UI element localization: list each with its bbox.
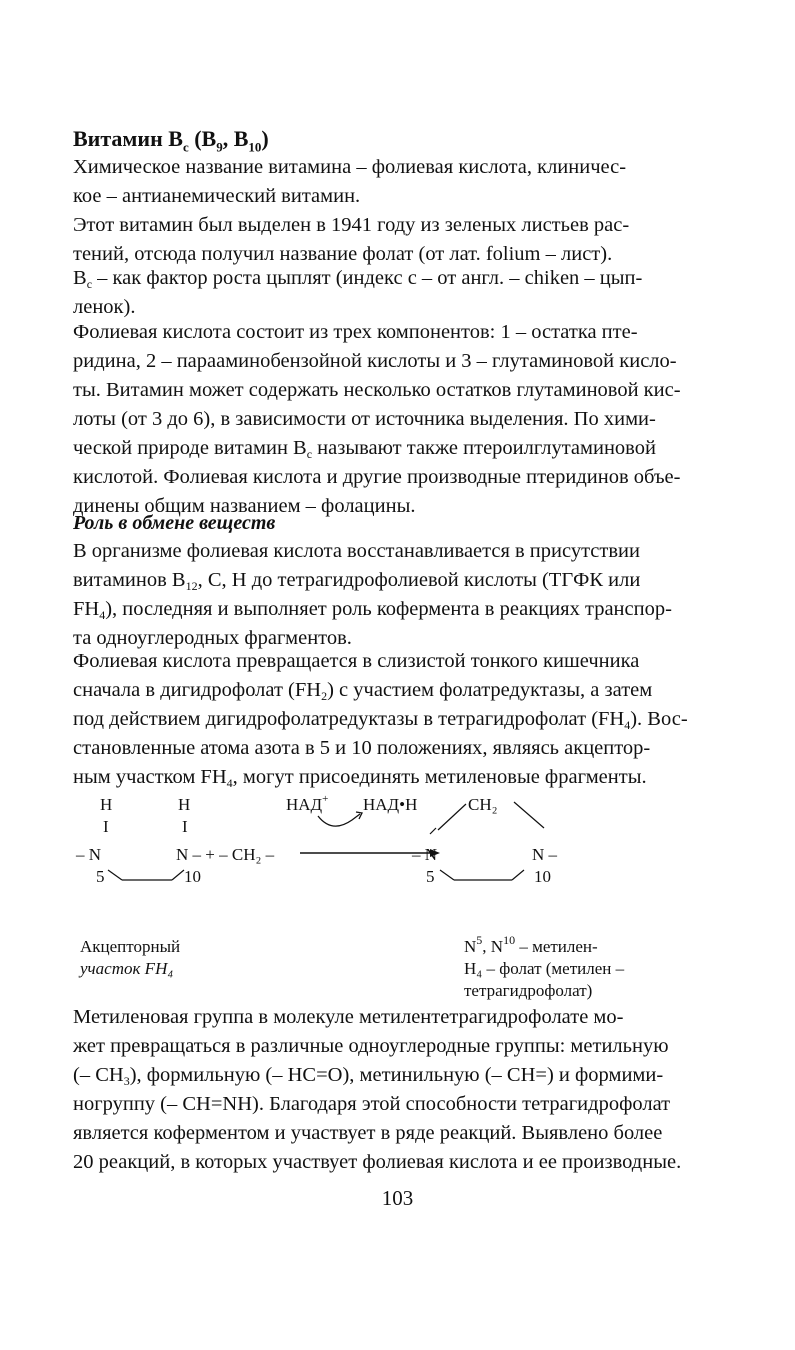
scheme-n-right-right: N – [532, 845, 558, 864]
scheme-nadh: НАД•Н [363, 795, 418, 814]
paragraph-2 [73, 211, 713, 269]
scheme-bond-right: I [182, 817, 188, 836]
paragraph-7 [73, 1003, 713, 1177]
p6-line-3: под действием дигидрофолатредуктазы в тетрагидрофолат $(FH_4)$. Вос- [73, 708, 688, 732]
scheme-pos10-right: 10 [534, 867, 551, 886]
p6-line-1: Фолиевая кислота превращается в слизистой тонкого кишечника [73, 650, 640, 672]
caption-product-line-2: H₄ – фолат (метилен – [464, 959, 625, 978]
scheme-ring2-line-1 [440, 870, 454, 880]
scheme-ring-line-3 [172, 870, 184, 880]
p7-line-3: (– $CH_3$), формильную (– HC=O), метинильную (– CH=) и формими- [73, 1064, 664, 1088]
caption-acceptor-line-1: Акцепторный [80, 937, 181, 956]
p4-line-1: Фолиевая кислота состоит из трех компонентов: 1 – остатка пте- [73, 321, 638, 343]
p7-line-4: ногруппу (– CH=NH). Благодаря этой способности тетрагидрофолат [73, 1093, 671, 1115]
p6-line-4: становленные атома азота в 5 и 10 положениях, являясь акцептор- [73, 737, 651, 759]
p4-line-4: лоты (от 3 до 6), в зависимости от источника выделения. По хими- [73, 408, 656, 430]
scheme-n-left: – N [76, 845, 102, 864]
paragraph-5 [73, 537, 713, 653]
scheme-pos5-left: 5 [96, 867, 105, 886]
scheme-ch2-bond-left [438, 804, 466, 830]
paragraph-1 [73, 153, 713, 211]
p2-line-1: Этот витамин был выделен в 1941 году из зеленых листьев рас- [73, 214, 630, 236]
scheme-h-left: H [100, 795, 113, 814]
paragraph-6 [73, 647, 713, 792]
section-heading: Витамин $B_c$ ($B_9$, $B_{10}$) [73, 126, 269, 155]
p5-line-3: $FH_4$), последняя и выполняет роль кофермента в реакциях транспор- [73, 598, 672, 622]
subheading-block [73, 512, 713, 535]
p5-line-2: витаминов $B_{12}$, C, H до тетрагидрофолиевой кислоты (ТГФК или [73, 569, 641, 593]
scheme-ring2-line-3 [512, 870, 524, 880]
caption-product [464, 933, 625, 1002]
scheme-nad: НАД+ [286, 793, 329, 814]
scheme-n-mid: N – + – CH₂ – [176, 845, 275, 864]
scheme-ring-line-1 [108, 870, 122, 880]
scheme-n-right-left: – N [412, 845, 438, 864]
caption-product-line-3: тетрагидрофолат) [464, 981, 593, 1000]
caption-acceptor [80, 936, 180, 980]
p4-line-3: ты. Витамин может содержать несколько остатков глутаминовой кис- [73, 379, 681, 401]
p1-line-2: кое – антианемический витамин. [73, 185, 361, 207]
reaction-scheme [60, 790, 680, 900]
p5-line-1: В организме фолиевая кислота восстанавливается в присутствии [73, 540, 640, 562]
scheme-ch2-tick [430, 828, 436, 834]
paragraph-3 [73, 264, 713, 322]
p5-line-4: та одноуглеродных фрагментов. [73, 627, 352, 649]
paragraph-4 [73, 318, 713, 521]
page-number: 103 [381, 1186, 414, 1210]
scheme-ch2-bond-right [514, 802, 544, 828]
scheme-curved-arrow [318, 814, 360, 826]
caption-acceptor-line-2: участок FH₄ [80, 959, 174, 978]
p7-line-6: 20 реакций, в которых участвует фолиевая кислота и ее производные. [73, 1151, 682, 1173]
p3-line-2: ленок). [73, 296, 136, 318]
scheme-ch2: CH₂ [468, 795, 498, 814]
p2-line-2: тений, отсюда получил название фолат (от лат. folium – лист). [73, 243, 613, 265]
p3-line-1: $B_c$ – как фактор роста цыплят (индекс с – от англ. – chiken – цып- [73, 267, 643, 291]
caption-product-line-1: $N^5$, $N^{10}$ – метилен- [464, 933, 598, 956]
subheading: Роль в обмене веществ [73, 512, 276, 534]
p7-line-1: Метиленовая группа в молекуле метилентетрагидрофолате мо- [73, 1006, 624, 1028]
p4-line-5: ческой природе витамин $B_c$ называют также птероилглутаминовой [73, 437, 656, 461]
p6-line-5: ным участком $FH_4$, могут присоединять метиленовые фрагменты. [73, 766, 647, 790]
p4-line-2: ридина, 2 – парааминобензойной кислоты и 3 – глутаминовой кисло- [73, 350, 677, 372]
scheme-pos10-left: 10 [184, 867, 201, 886]
p4-line-6: кислотой. Фолиевая кислота и другие производные птеридинов объе- [73, 466, 681, 488]
scheme-bond-left: I [103, 817, 109, 836]
scheme-h-right: H [178, 795, 191, 814]
p4-line-7: динены общим названием – фолацины. [73, 495, 416, 517]
p7-line-5: является коферментом и участвует в ряде реакций. Выявлено более [73, 1122, 663, 1144]
p6-line-2: сначала в дигидрофолат $(FH_2)$ с участием фолатредуктазы, а затем [73, 679, 653, 703]
reaction-scheme-svg [60, 790, 680, 900]
scheme-pos5-right: 5 [426, 867, 435, 886]
p1-line-1: Химическое название витамина – фолиевая кислота, клиничес- [73, 156, 627, 178]
p7-line-2: жет превращаться в различные одноуглеродные группы: метильную [73, 1035, 669, 1057]
